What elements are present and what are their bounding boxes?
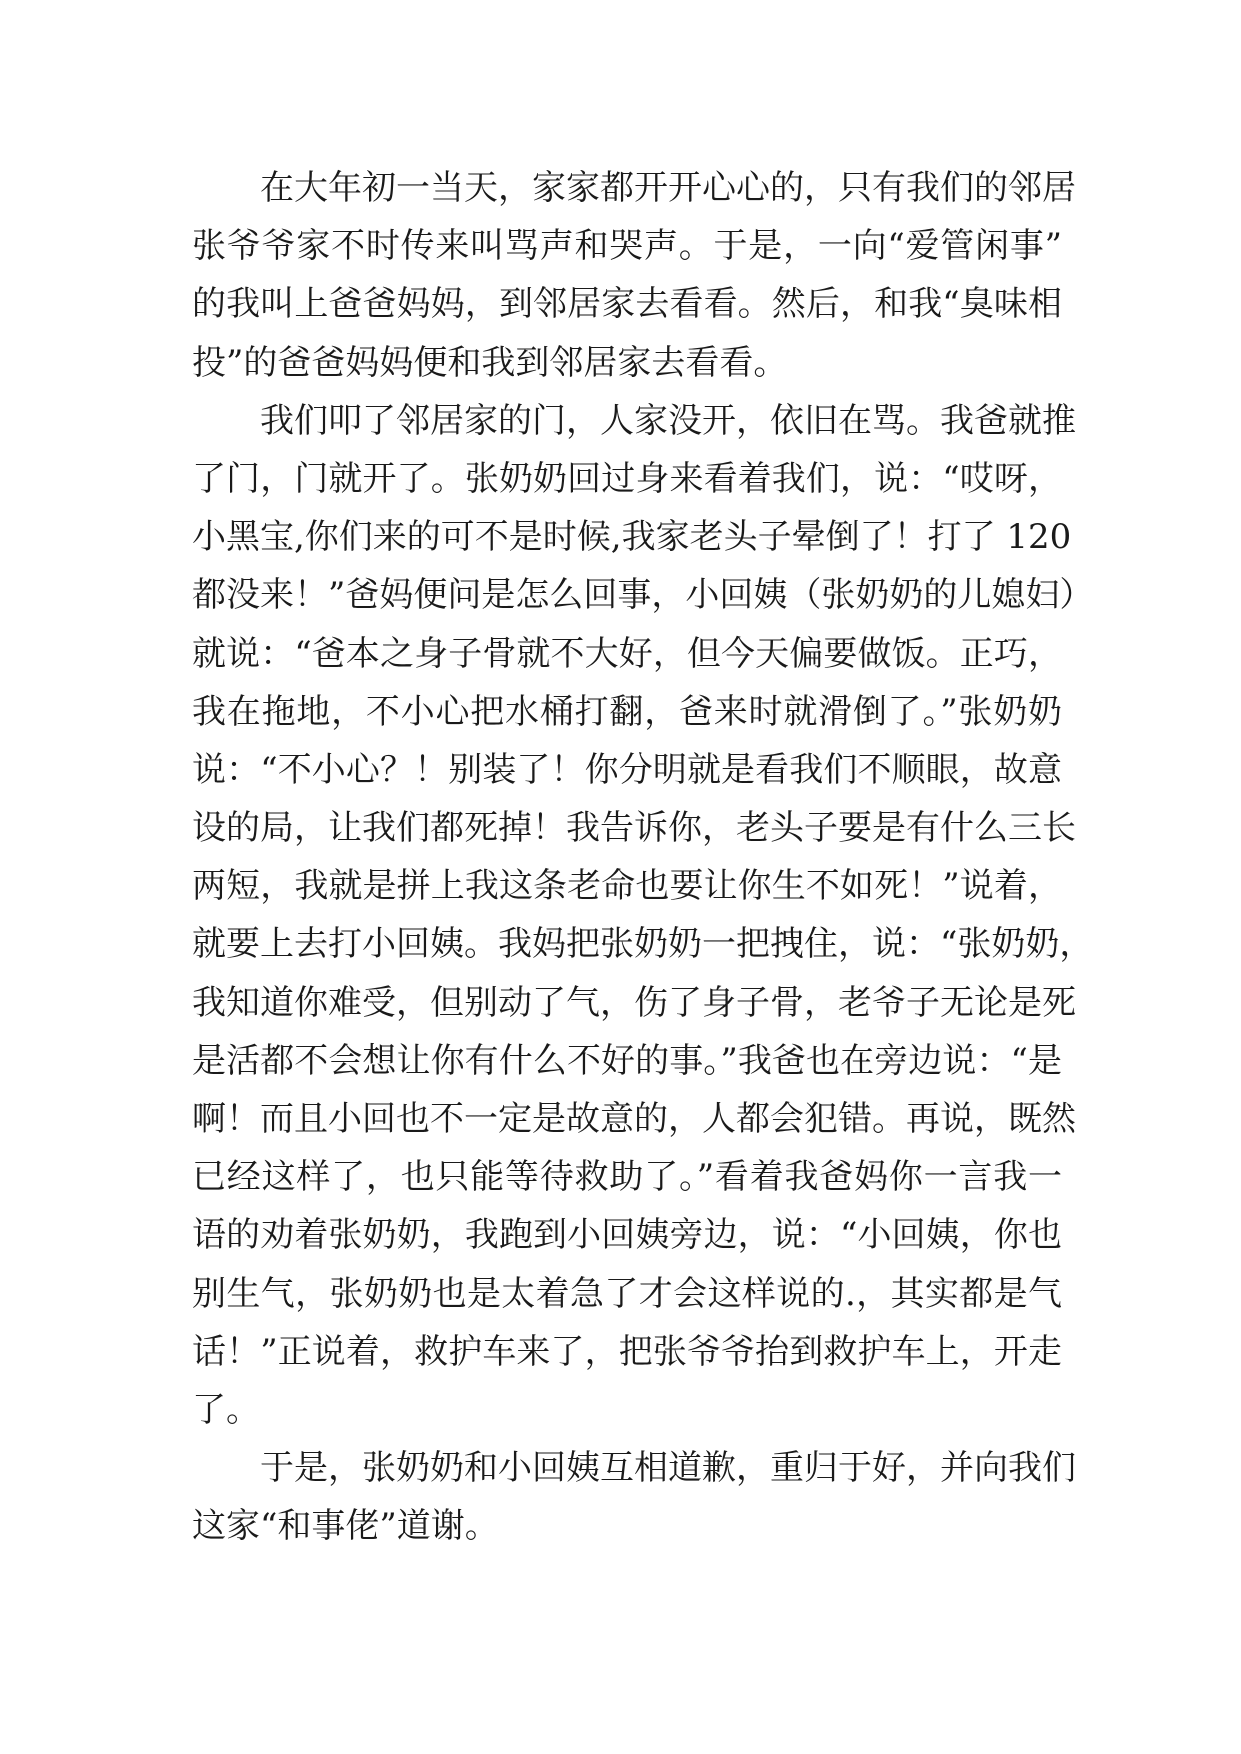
- text-line: 张爷爷家不时传来叫骂声和哭声。于是，一向“爱管闲事”: [192, 226, 1062, 267]
- text-line: 都没来！”爸妈便问是怎么回事，小回姨（张奶奶的儿媳妇）: [192, 575, 1094, 616]
- text-line: 于是，张奶奶和小回姨互相道歉，重归于好，并向我们: [260, 1448, 1076, 1489]
- paragraph-2: [192, 392, 1094, 1439]
- text-line: 就说：“爸本之身子骨就不大好，但今天偏要做饭。正巧，: [192, 633, 1062, 674]
- text-line: 已经这样了，也只能等待救助了。”看着我爸妈你一言我一: [192, 1157, 1062, 1198]
- text-line: 投”的爸爸妈妈便和我到邻居家去看看。: [192, 342, 788, 383]
- text-line: 说：“不小心？！别装了！你分明就是看我们不顺眼，故意: [192, 749, 1062, 790]
- text-line: 就要上去打小回姨。我妈把张奶奶一把拽住，说：“张奶奶，: [192, 924, 1094, 965]
- text-line: 话！”正说着，救护车来了，把张爷爷抬到救护车上，开走: [192, 1331, 1062, 1372]
- text-line: 了。: [192, 1389, 260, 1430]
- text-line: 这家“和事佬”道谢。: [192, 1506, 499, 1547]
- text-line: 我知道你难受，但别动了气，伤了身子骨，老爷子无论是死: [192, 982, 1076, 1023]
- text-line: 小黑宝,你们来的可不是时候,我家老头子晕倒了！打了 120: [192, 517, 1072, 558]
- text-line: 我在拖地，不小心把水桶打翻，爸来时就滑倒了。”张奶奶: [192, 691, 1062, 732]
- text-line: 别生气，张奶奶也是太着急了才会这样说的.，其实都是气: [192, 1273, 1062, 1314]
- text-line: 在大年初一当天，家家都开开心心的，只有我们的邻居: [260, 168, 1076, 208]
- text-line: 了门，门就开了。张奶奶回过身来看着我们，说：“哎呀，: [192, 458, 1062, 499]
- text-line: 我们叩了邻居家的门，人家没开，依旧在骂。我爸就推: [260, 400, 1076, 441]
- text-line: 的我叫上爸爸妈妈，到邻居家去看看。然后，和我“臭味相: [192, 284, 1062, 325]
- text-line: 设的局，让我们都死掉！我告诉你，老头子要是有什么三长: [192, 808, 1076, 849]
- text-line: 啊！而且小回也不一定是故意的，人都会犯错。再说，既然: [192, 1099, 1076, 1139]
- paragraph-3: [192, 1439, 1076, 1555]
- paragraph-1: [192, 159, 1076, 392]
- document-body: [192, 159, 1094, 1556]
- text-line: 是活都不会想让你有什么不好的事。”我爸也在旁边说：“是: [192, 1040, 1062, 1081]
- text-line: 两短，我就是拼上我这条老命也要让你生不如死！”说着，: [192, 866, 1062, 907]
- text-line: 语的劝着张奶奶，我跑到小回姨旁边，说：“小回姨，你也: [192, 1215, 1062, 1256]
